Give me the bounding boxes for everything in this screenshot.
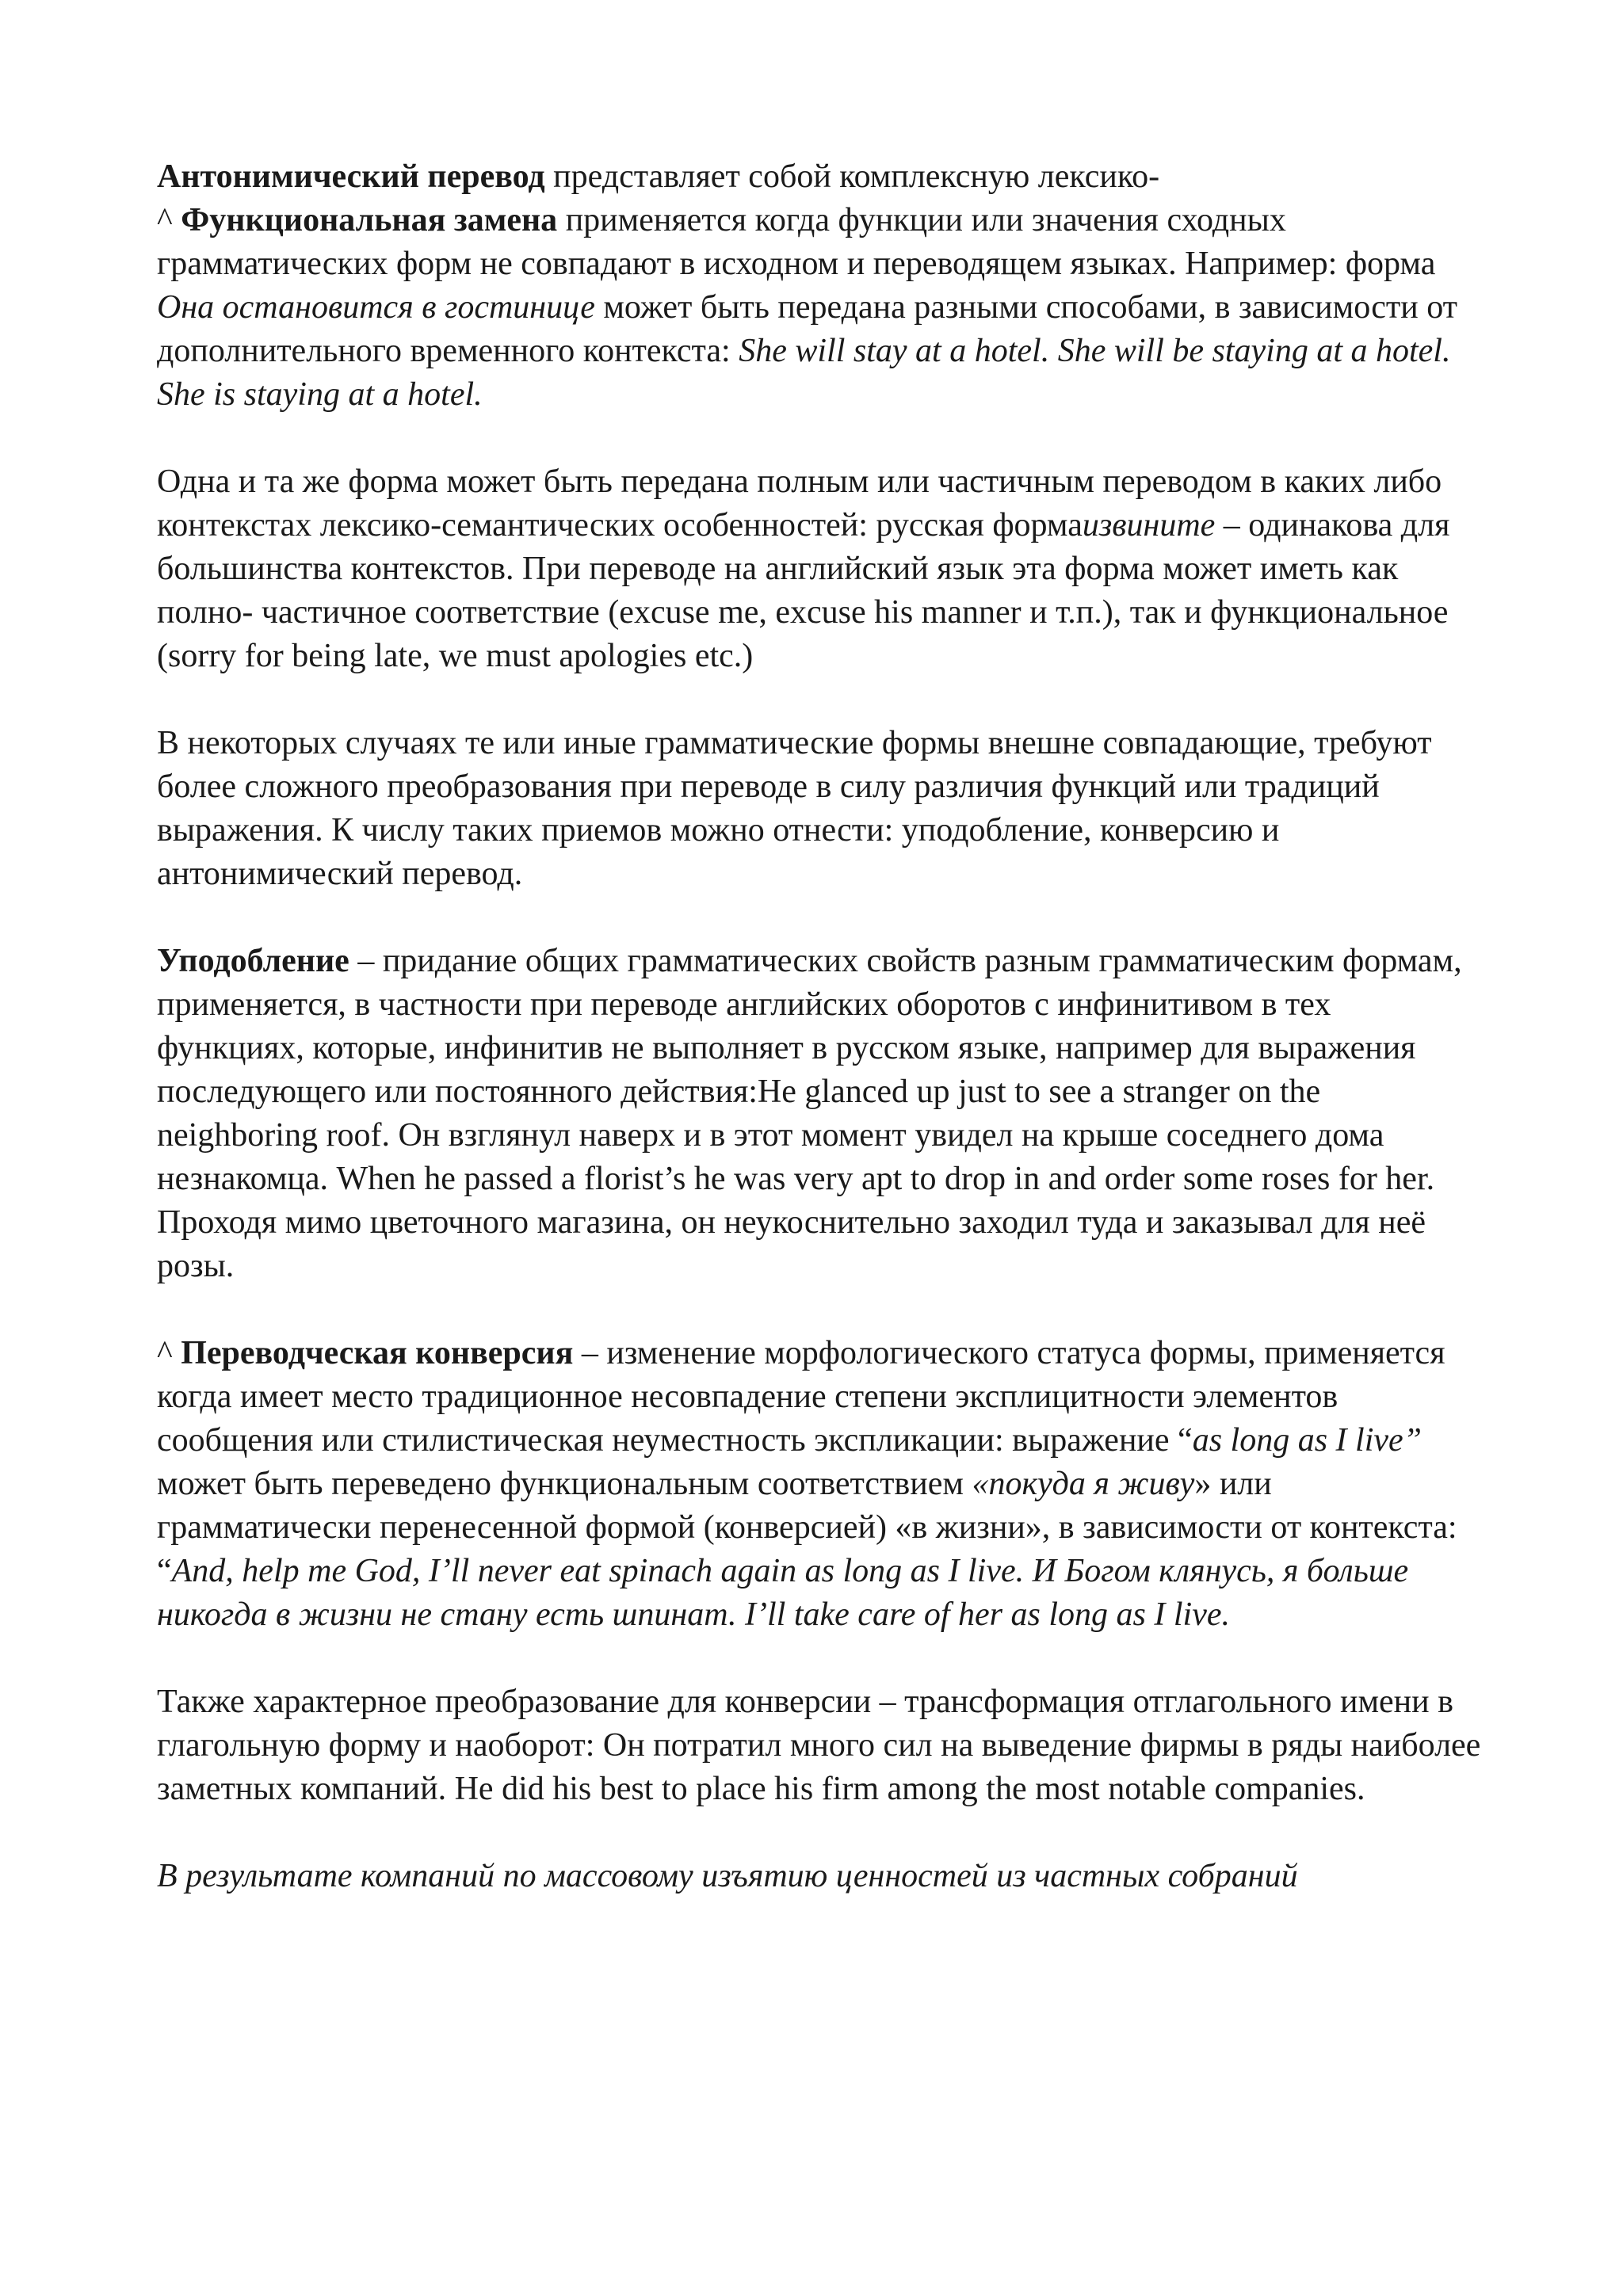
example-spinach: And, help me God, I’ll never eat spinach again as long as I live. И Богом клянусь, я больше никогда в жизни не стану есть шпинат. I’ll take care of her as long as I live. [157, 1553, 1409, 1633]
term-assimilation: Уподобление [157, 943, 349, 979]
paragraph-complex-transformations [157, 722, 1484, 896]
paragraph-functional-replacement [157, 199, 1484, 417]
text: – одинакова для большинства контекстов. При переводе на английский язык эта форма может иметь как полно- частичное соответствие (excuse me, excuse his manner и т.п.), так и функциональное (sorry for being late, we must apologies etc.) [157, 507, 1450, 674]
term-antonymic-translation: Антонимический перевод [157, 158, 545, 195]
caret-mark: ^ [157, 202, 181, 238]
example-pokuda-ya-zhivu: «покуда я живу [972, 1466, 1195, 1502]
paragraph-same-form [157, 460, 1484, 678]
example-as-long-as-i-live: as long as I live” [1192, 1422, 1423, 1459]
document-page [157, 155, 1484, 1942]
example-en: She will stay at a hotel. She will be staying at a hotel. She is staying at a hotel. [157, 333, 1451, 413]
paragraph-final-italic [157, 1855, 1484, 1898]
term-translational-conversion: Переводческая конверсия [181, 1335, 574, 1371]
paragraph-verbal-noun [157, 1680, 1484, 1811]
text: В некоторых случаях те или иные грамматические формы внешне совпадающие, требуют более сложного преобразования при переводе в силу различия функций или традиций выражения. К числу таких приемов можно отнести: уподобление, конверсию и антонимический перевод. [157, 725, 1432, 892]
paragraph-antonymic-intro [157, 155, 1484, 199]
text: – изменение морфологического статуса формы, применяется когда имеет место традиционное несовпадение степени эксплицитности элементов сообщения или стилистическая неуместность экспликации: выражение “ [157, 1335, 1445, 1459]
example-ru: Она остановится в гостинице [157, 289, 595, 326]
text: применяется когда функции или значения сходных грамматических форм не совпадают в исходном и переводящем языках. Например: форма [157, 202, 1436, 282]
example-izvinite: извините [1082, 507, 1216, 543]
caret-mark: ^ [157, 1335, 181, 1371]
text: представляет собой комплексную лексико- [544, 158, 1160, 195]
text: » или грамматически перенесенной формой (конверсией) «в жизни», в зависимости от контекста: “ [157, 1466, 1457, 1589]
text: может быть передана разными способами, в зависимости от дополнительного временного контекста: [157, 289, 1458, 369]
text: Также характерное преобразование для конверсии – трансформация отглагольного имени в глагольную форму и наоборот: Он потратил много сил на выведение фирмы в ряды наиболее заметных компаний. He did his best to place his firm among the most notable companies. [157, 1684, 1481, 1807]
term-functional-replacement: Функциональная замена [181, 202, 558, 238]
paragraph-assimilation [157, 940, 1484, 1288]
text: может быть переведено функциональным соответствием [157, 1466, 972, 1502]
text: – придание общих грамматических свойств разным грамматическим формам, применяется, в частности при переводе английских оборотов с инфинитивом в тех функциях, которые, инфинитив не выполняет в русском языке, например для выражения последующего или постоянного действия:He glanced up just to see a stranger on the neighboring roof. Он взглянул наверх и в этот момент увидел на крыше соседнего дома незнакомца. When he passed a florist’s he was very apt to drop in and order some roses for her. Проходя мимо цветочного магазина, он неукоснительно заходил туда и заказывал для неё розы. [157, 943, 1462, 1284]
example-final: В результате компаний по массовому изъятию ценностей из частных собраний [157, 1858, 1298, 1894]
text: Одна и та же форма может быть передана полным или частичным переводом в каких либо контекстах лексико-семантических особенностей: русская форма [157, 463, 1442, 543]
paragraph-conversion [157, 1332, 1484, 1637]
